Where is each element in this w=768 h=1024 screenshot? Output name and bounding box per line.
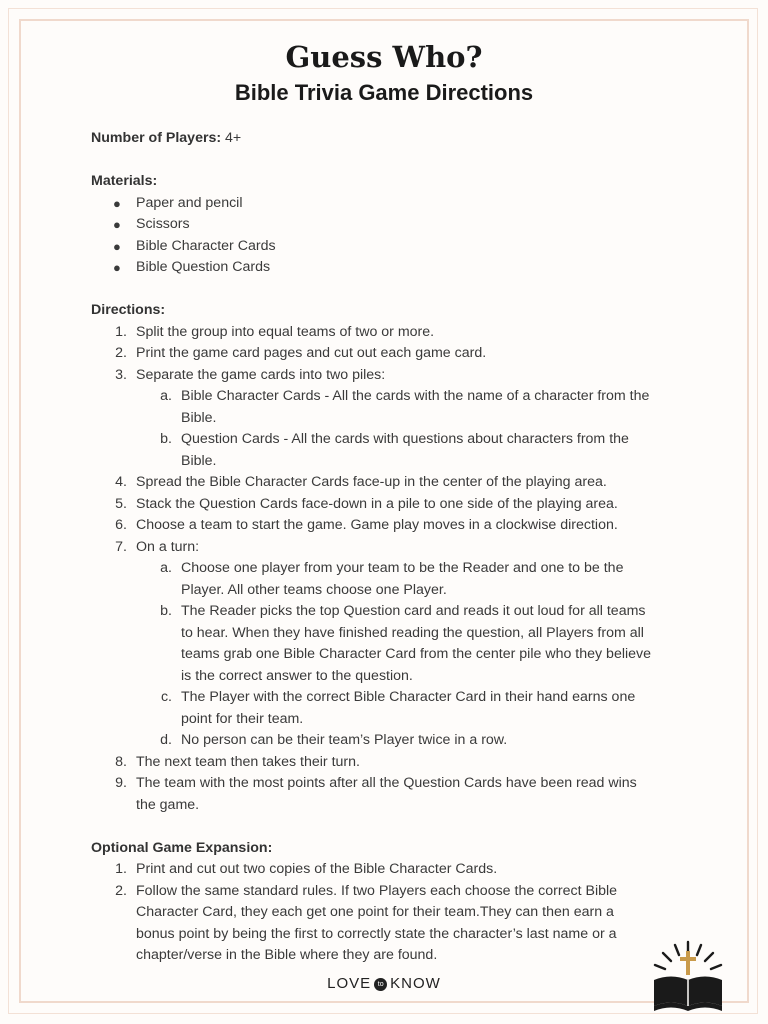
logo-text-know: KNOW (390, 975, 441, 992)
step-number: 2. (115, 882, 127, 899)
document-body (91, 128, 691, 967)
step-text: Choose a team to start the game. Game play moves in a clockwise direction. (136, 517, 618, 533)
step-text: the game. (136, 796, 200, 813)
step-number: 3. (115, 366, 127, 383)
bullet-icon: ● (113, 195, 121, 211)
step-text: teams grab one Bible Character Card from the center pile who they believe (181, 646, 652, 662)
step-text: Split the group into equal teams of two or more. (136, 323, 435, 340)
step-number: 6. (115, 517, 127, 533)
step-number: 1. (115, 323, 127, 340)
step-text: Bible. (181, 452, 217, 469)
step-letter: b. (160, 431, 172, 447)
step-text: Stack the Question Cards face-down in a pile to one side of the playing area. (136, 495, 618, 512)
list-item (91, 214, 691, 236)
players-label: Number of Players: (91, 130, 222, 146)
step-text: Choose one player from your team to be the Reader and one to be the (181, 560, 624, 576)
directions-list (91, 322, 691, 817)
list-item (91, 752, 691, 774)
players-value: 4+ (225, 130, 242, 146)
expansion-list (91, 859, 691, 967)
step-letter: a. (160, 560, 172, 576)
list-item (91, 322, 691, 344)
step-letter: d. (160, 732, 172, 748)
materials-heading: Materials: (91, 173, 158, 189)
step-letter: c. (160, 689, 172, 705)
logo-text-love: LOVE (327, 975, 372, 992)
step-number: 2. (115, 345, 127, 361)
step-letter: a. (160, 388, 172, 404)
list-item (91, 558, 691, 601)
step-text: to hear. When they have finished reading the question, all Players from all (181, 624, 644, 641)
step-number: 5. (115, 495, 127, 512)
step-text: chapter/verse in the Bible where they are found. (136, 947, 438, 963)
players-line (91, 128, 691, 150)
list-item (91, 193, 691, 215)
list-item (91, 236, 691, 258)
list-item (91, 601, 691, 687)
bullet-icon: ● (113, 238, 121, 254)
step-text: Bible Character Cards - All the cards with the name of a character from the (181, 388, 650, 404)
list-item (91, 881, 691, 967)
step-text: Bible. (181, 409, 217, 426)
list-item (91, 429, 691, 472)
bullet-icon: ● (113, 260, 121, 275)
materials-item-text: Bible Question Cards (136, 259, 271, 275)
list-item (91, 773, 691, 816)
list-item (91, 494, 691, 516)
list-item (91, 386, 691, 429)
materials-item-text: Scissors (136, 216, 190, 232)
step-letter: b. (160, 603, 172, 619)
step-text: Spread the Bible Character Cards face-up in the center of the playing area. (136, 474, 607, 490)
bible-cross-icon (648, 934, 728, 1019)
list-item (91, 472, 691, 494)
step-number: 7. (115, 538, 127, 555)
step-text: On a turn: (136, 538, 200, 555)
materials-item-text: Paper and pencil (136, 194, 243, 211)
step-text: Print the game card pages and cut out each game card. (136, 345, 487, 361)
step-text: Question Cards - All the cards with questions about characters from the (181, 431, 629, 447)
step-number: 8. (115, 753, 127, 770)
step-text: Character Card, they each get one point for their team.They can then earn a (136, 904, 614, 920)
materials-item-text: Bible Character Cards (136, 237, 276, 254)
logo-badge: to (374, 978, 387, 991)
expansion-heading: Optional Game Expansion: (91, 839, 273, 856)
step-number: 1. (115, 861, 127, 877)
step-text: No person can be their team’s Player twice in a row. (181, 732, 508, 748)
materials-list (91, 193, 691, 279)
list-item (91, 343, 691, 365)
step-text: Follow the same standard rules. If two Players each choose the correct Bible (136, 882, 618, 899)
list-item (91, 537, 691, 559)
step-number: 4. (115, 474, 127, 490)
list-item (91, 365, 691, 387)
list-item (91, 859, 691, 881)
page-subtitle: Bible Trivia Game Directions (234, 80, 534, 105)
step-number: 9. (115, 775, 127, 791)
step-text: The Player with the correct Bible Character Card in their hand earns one (181, 689, 636, 705)
step-text: Print and cut out two copies of the Bible Character Cards. (136, 861, 498, 877)
step-text: point for their team. (181, 710, 304, 727)
list-item (91, 515, 691, 537)
directions-heading: Directions: (91, 302, 166, 318)
step-text: The team with the most points after all the Question Cards have been read wins (136, 775, 637, 791)
step-text: is the correct answer to the question. (181, 667, 413, 684)
step-text: bonus point by being the first to correctly state the character’s last name or a (136, 925, 617, 942)
step-text: Player. All other teams choose one Player. (181, 581, 447, 598)
step-text: The next team then takes their turn. (136, 753, 360, 770)
step-text: Separate the game cards into two piles: (136, 366, 386, 383)
page-title: Guess Who? (285, 40, 483, 74)
list-item (91, 257, 691, 279)
list-item (91, 687, 691, 730)
bullet-icon: ● (113, 217, 121, 232)
step-text: The Reader picks the top Question card and reads it out loud for all teams (181, 603, 646, 619)
list-item (91, 730, 691, 752)
